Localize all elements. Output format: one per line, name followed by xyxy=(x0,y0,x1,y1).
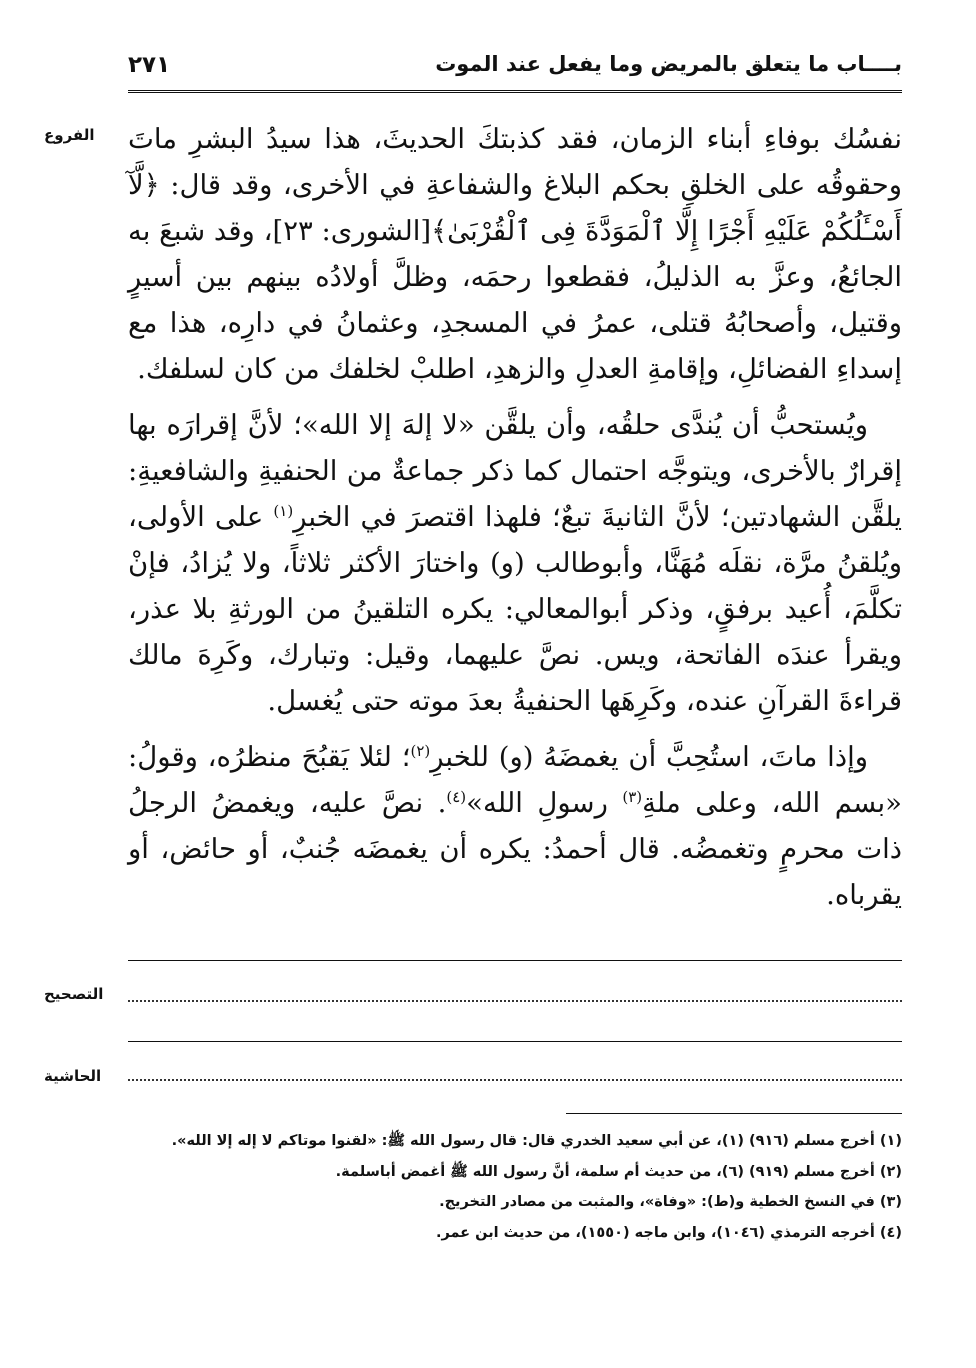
paragraph-text: رسولِ الله» xyxy=(466,787,623,819)
footnote-1: (١) أخرج مسلم (٩١٦) (١)، عن أبي سعيد الخدري قال: قال رسول الله ﷺ: «لقنوا موتاكم لا إله إلا الله». xyxy=(171,1133,902,1149)
main-text xyxy=(128,116,902,918)
footnote-ref-1[interactable]: (١) xyxy=(273,501,294,520)
chapter-title: بــــاب ما يتعلق بالمريض وما يفعل عند الموت xyxy=(435,52,902,76)
footnote-ref-3[interactable]: (٣) xyxy=(622,787,643,806)
divider-line xyxy=(128,1041,902,1042)
page-number: ٢٧١ xyxy=(128,52,171,78)
running-header xyxy=(128,46,902,93)
footnote-ref-2[interactable]: (٢) xyxy=(410,741,431,760)
footnote-ref-4[interactable]: (٤) xyxy=(446,787,467,806)
footnotes xyxy=(128,1126,902,1248)
paragraph-text: على الأولى، ويُلقنُ مرَّة، نقلَه مُهَنَّا، وأبوطالب (و) واختارَ الأكثر ثلاثاً، ولا يُزادُ، فإنْ تكلَّمَ، أُعيد برفقٍ، وذكر أبوالمعالي: يكره التلقينُ من الورثةِ بلا عذر، ويقرأ عندَه الفاتحة، ويس. نصَّ عليهما، وقيل: وتبارك، وكَرِهَ مالك قراءةَ القرآنِ عنده، وكَرِهَها الحنفيةُ بعدَ موته حتى يُغسل. xyxy=(128,501,902,717)
paragraph-text: نفسُك بوفاءِ أبناء الزمان، فقد كذبتكَ الحديثَ، هذا سيدُ البشرِ ماتَ وحقوقُه على الخلقِ بحكم البلاغ والشفاعةِ في الأخرى، وقد قال: ﴿لَّآ أَسْـَٔلُكُمْ عَلَيْهِ أَجْرًا إِلَّا ٱلْمَوَدَّةَ فِى ٱلْقُرْبَىٰ﴾[الشورى: ٢٣]، وقد شبعَ به الجائعُ، وعزَّ به الذليلُ، فقطعوا رحمَه، وظلَّ أولادُه بينهم بين أسيرٍ وقتيل، وأصحابُهُ قتلى، عمرُ في المسجدِ، وعثمانُ في دارِه، هذا مع إسداءِ الفضائلِ، وإقامةِ العدلِ والزهدِ، اطلبْ لخلفك من كان لسلفك. xyxy=(128,123,902,385)
paragraph-text: ويُستحبُّ أن يُندَّى حلقُه، وأن يلقَّن «لا إلهَ إلا الله»؛ لأنَّ إقرارَه بها إقرارٌ بالأخرى، ويتوجَّه احتمال كما ذكر جماعةٌ من الحنفيةِ والشافعيةِ: يلقَّن الشهادتين؛ لأنَّ الثانيةَ تبعٌ؛ فلهذا اقتصرَ في الخبرِ xyxy=(128,409,903,533)
paragraph-text: ؛ لئلا يَقبُحَ منظرُه، وقولُ: «بسم الله، وعلى ملةِ xyxy=(128,741,903,819)
divider-line xyxy=(128,960,902,961)
footnote-separator xyxy=(566,1113,902,1114)
footnote-2: (٢) أخرج مسلم (٩١٩) (٦)، من حديث أم سلمة، أنَّ رسول الله ﷺ أغمض أباسلمة. xyxy=(335,1163,902,1180)
paragraph-1 xyxy=(128,116,902,392)
correction-dotted-line[interactable] xyxy=(128,1000,902,1002)
notes-area xyxy=(44,955,902,1095)
footnote-4: (٤) أخرجه الترمذي (١٠٤٦)، وابن ماجه (١٥٥٠)، من حديث ابن عمر. xyxy=(435,1224,902,1241)
footnote-3: (٣) في النسخ الخطية و(ط): «وفاة»، والمثبت من مصادر التخريج. xyxy=(439,1194,902,1210)
paragraph-3 xyxy=(128,734,902,918)
paragraph-text: . نصَّ عليه، ويغمضُ الرجلُ ذات محرمٍ وتغمضُه. قال أحمدُ: يكره أن يغمضَه جُنبٌ، أو حائض، أو يقرباه. xyxy=(128,787,902,911)
paragraph-2 xyxy=(128,402,902,724)
margin-note-label: الحاشية xyxy=(44,1067,102,1085)
correction-label: التصحيح xyxy=(44,985,104,1003)
paragraph-text: وإذا ماتَ، استُحِبَّ أن يغمضَهُ (و) للخبرِ xyxy=(430,741,868,773)
margin-label-furu: الفروع xyxy=(44,126,95,144)
margin-note-dotted-line[interactable] xyxy=(128,1079,902,1081)
